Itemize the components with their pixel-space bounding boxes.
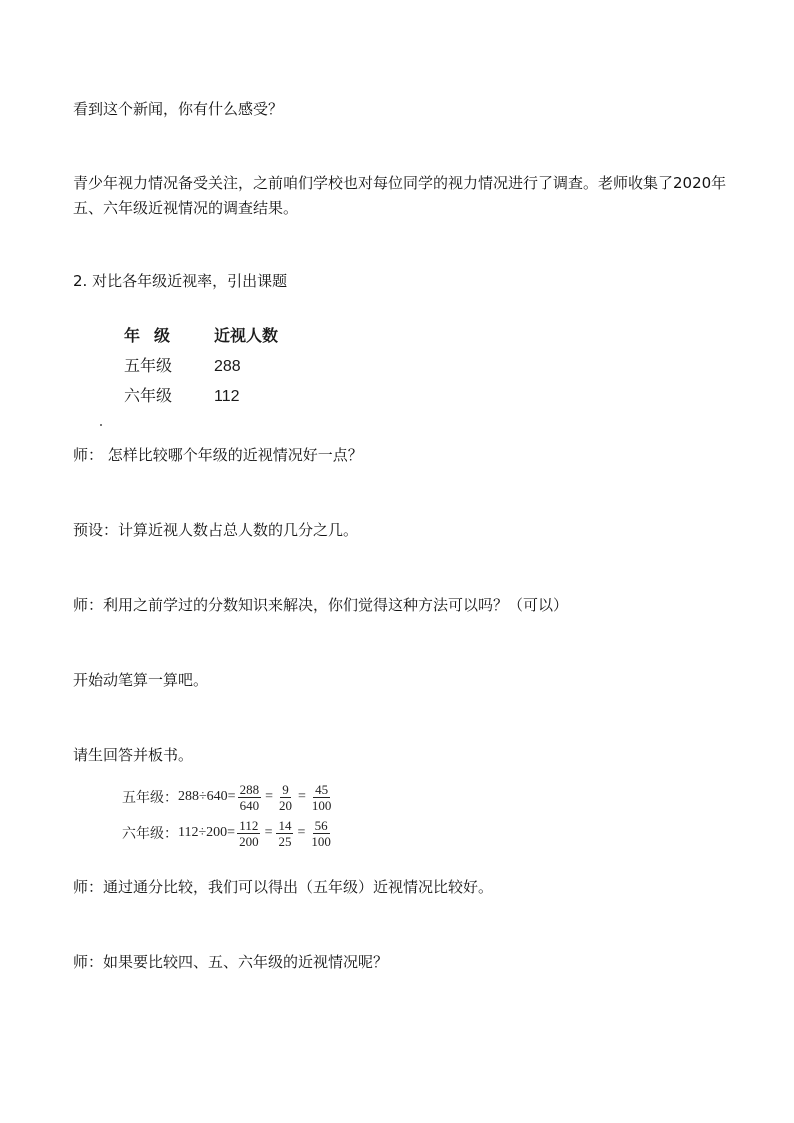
- calc-label: 五年级：: [122, 790, 178, 806]
- calc-grade5: 五年级： 288÷640= $\frac{288}{640}$ = $\frac{9}{20}$ = $\frac{45}{100}$: [122, 781, 332, 813]
- header-myopia-count: 近视人数: [214, 328, 279, 345]
- fraction: $\frac{56}{100}$: [311, 817, 331, 849]
- table-header-row: [124, 322, 334, 352]
- cell-grade: 六年级: [124, 388, 173, 405]
- paragraph-teacher-question: 师： 怎样比较哪个年级的近视情况好一点？: [73, 446, 363, 464]
- calc-grade6: 六年级： 112÷200= $\frac{112}{200}$ = $\frac{14}{25}$ = $\frac{56}{100}$: [122, 817, 331, 849]
- fraction: $\frac{9}{20}$: [279, 781, 292, 813]
- calc-expression: 112÷200=: [178, 825, 236, 840]
- fraction: $\frac{112}{200}$: [239, 817, 259, 849]
- fraction: $\frac{45}{100}$: [311, 781, 332, 813]
- section-heading-compare: 2. 对比各年级近视率，引出课题: [73, 272, 288, 290]
- fraction: $\frac{288}{640}$: [239, 781, 260, 813]
- paragraph-preset: 预设：计算近视人数占总人数的几分之几。: [73, 521, 359, 539]
- calc-expression: 288÷640=: [178, 789, 236, 804]
- calc-label: 六年级：: [122, 826, 178, 842]
- stray-dot: [100, 424, 102, 426]
- cell-count: 112: [214, 388, 240, 405]
- cell-count: 288: [214, 358, 241, 375]
- cell-grade: 五年级: [124, 358, 173, 375]
- fraction: $\frac{14}{25}$: [278, 817, 292, 849]
- paragraph-teacher-conclusion: 师：通过通分比较，我们可以得出（五年级）近视情况比较好。: [73, 878, 494, 896]
- paragraph-teacher-followup: 师：如果要比较四、五、六年级的近视情况呢？: [73, 953, 389, 971]
- paragraph-feeling-question: 看到这个新闻，你有什么感受？: [73, 100, 284, 118]
- paragraph-survey-intro: 青少年视力情况备受关注，之前咱们学校也对每位同学的视力情况进行了调查。老师收集了2020年五、六年级近视情况的调查结果。: [73, 174, 727, 217]
- table-row: [124, 382, 334, 412]
- header-grade: 年级: [124, 328, 185, 345]
- paragraph-teacher-method: 师：利用之前学过的分数知识来解决，你们觉得这种方法可以吗？（可以）: [73, 596, 569, 614]
- paragraph-start-calc: 开始动笔算一算吧。: [73, 671, 209, 689]
- paragraph-answer-board: 请生回答并板书。: [73, 746, 194, 764]
- table-row: [124, 352, 334, 382]
- myopia-table: [124, 322, 334, 412]
